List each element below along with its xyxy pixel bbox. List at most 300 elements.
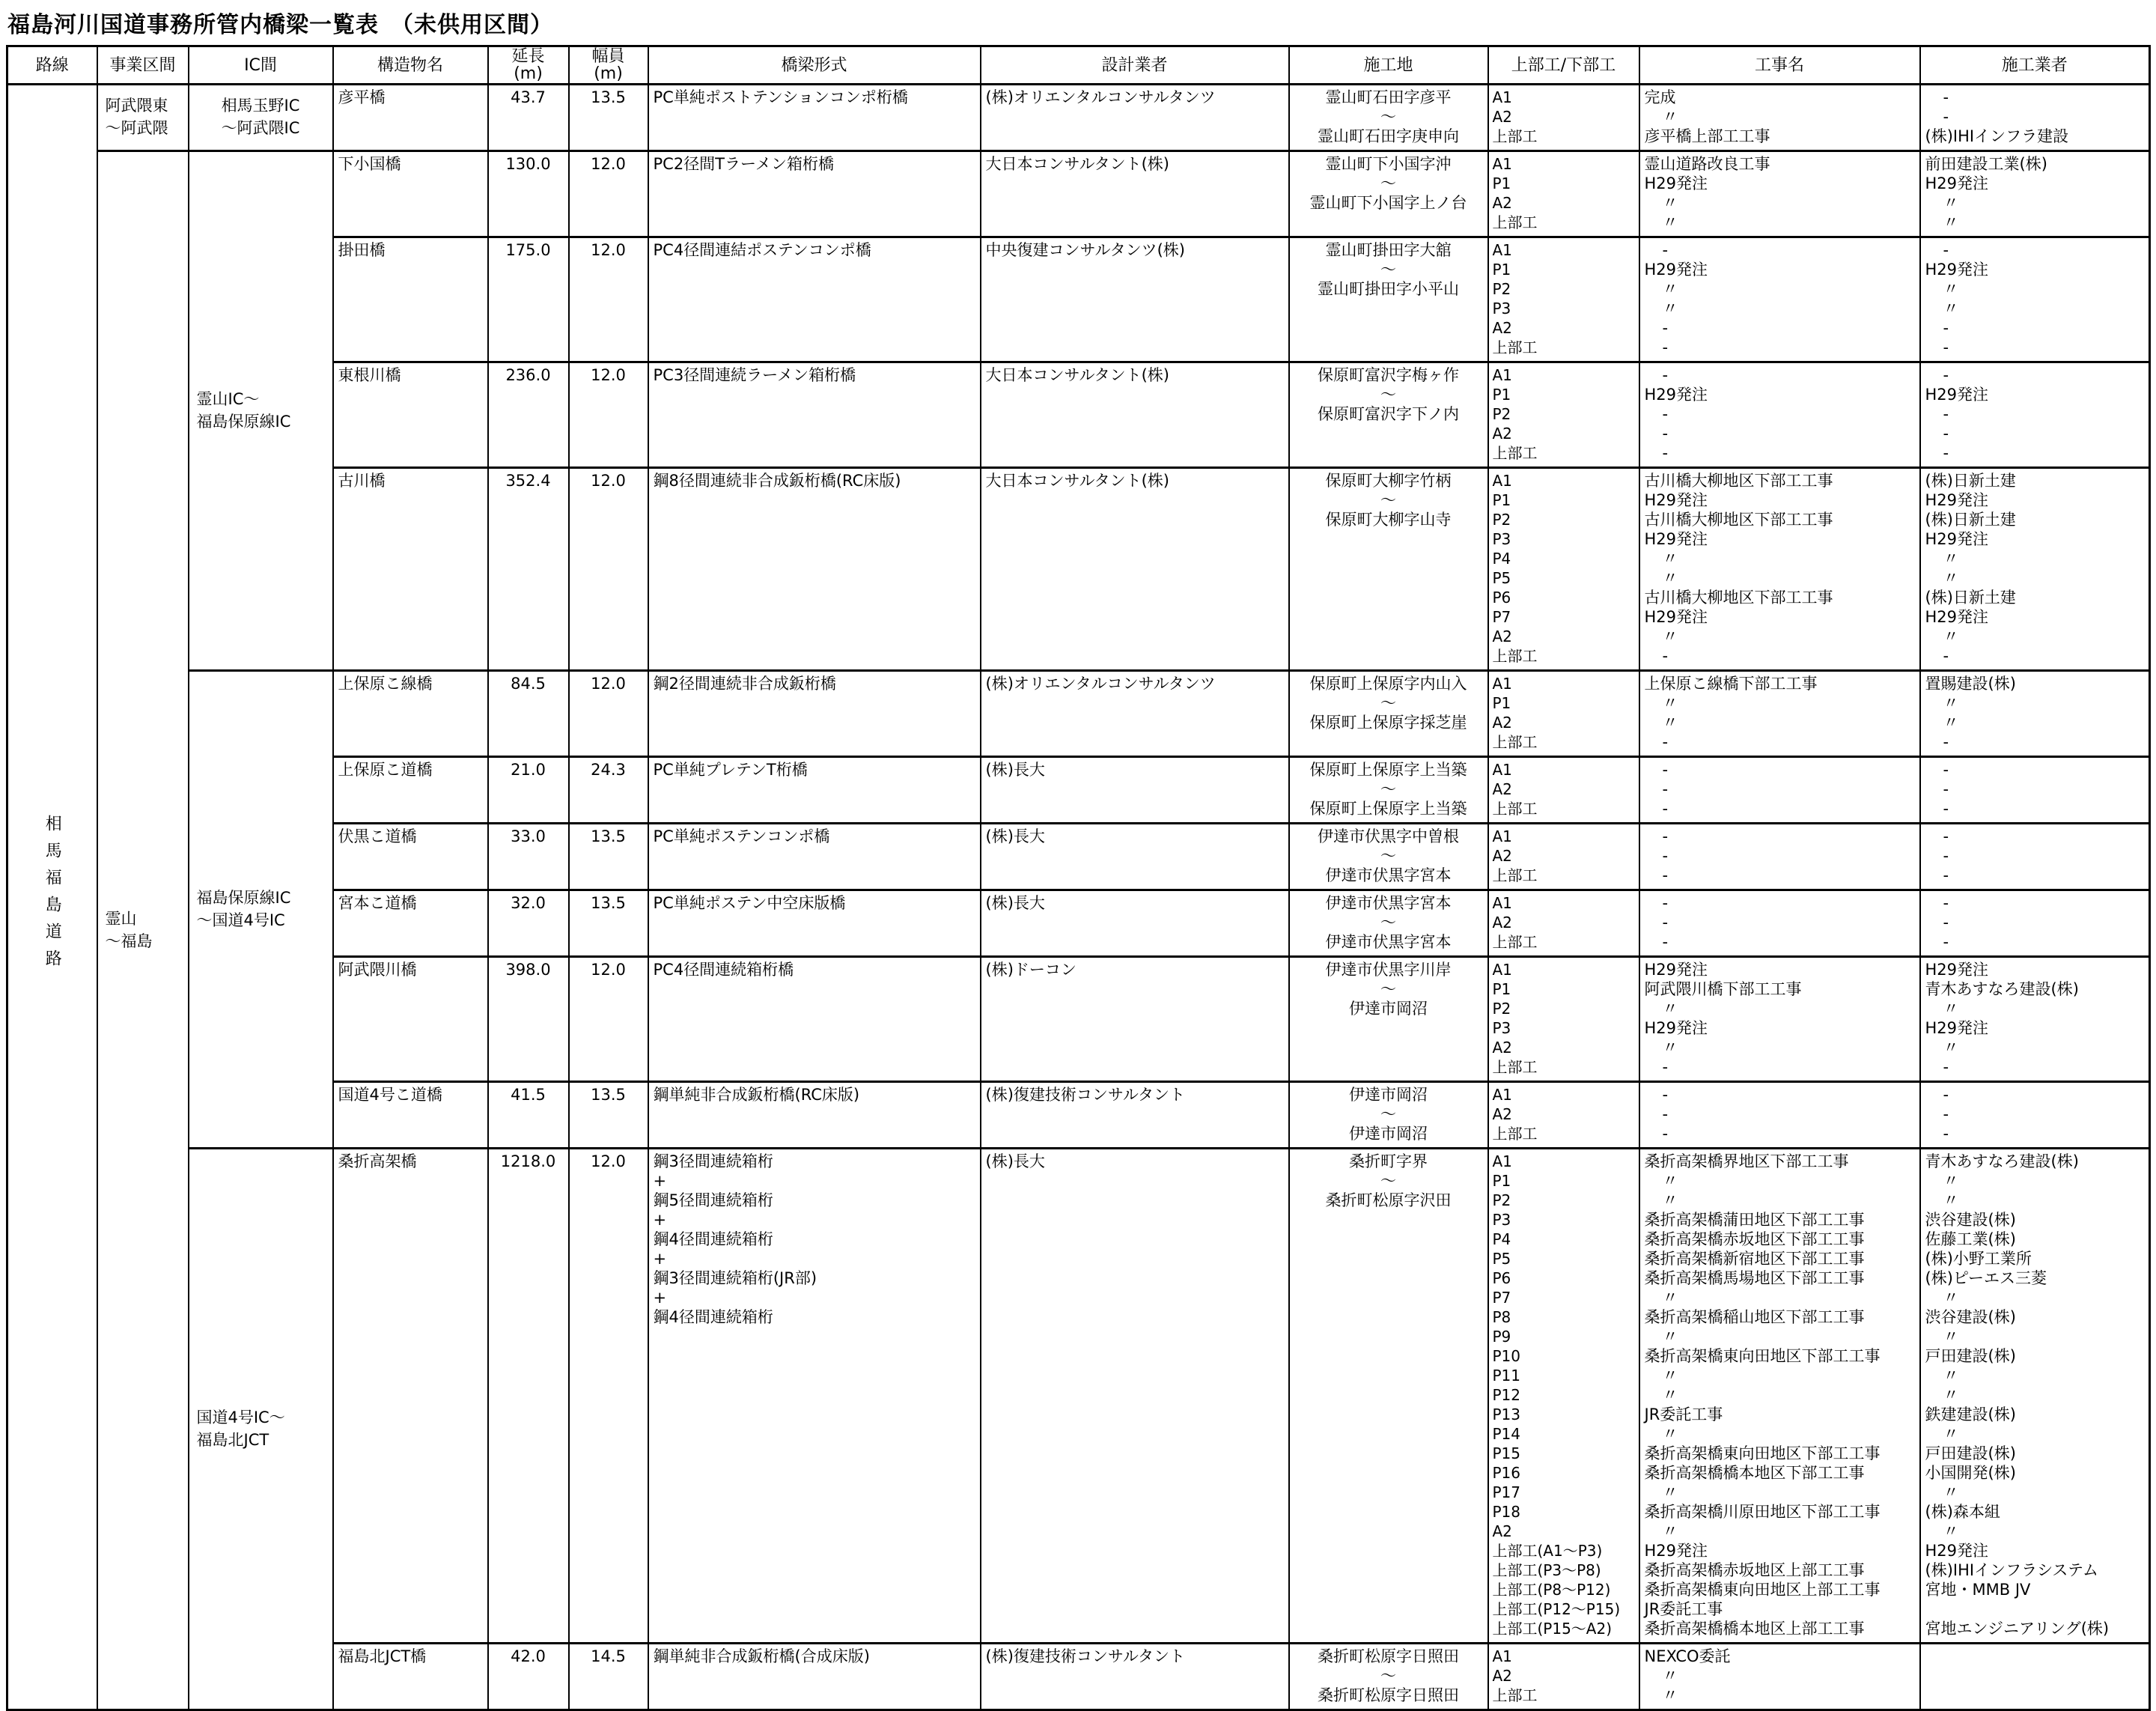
column-header-line: 設計業者	[1101, 55, 1168, 75]
location-line: 保原町大柳字竹柄	[1325, 472, 1452, 490]
bridge-list-table	[6, 45, 2151, 1711]
contractor-name: 戸田建設(株)	[1925, 1444, 2016, 1462]
work-name: 〃	[1662, 300, 1678, 317]
cell-bridge-type	[648, 151, 981, 237]
location-line: 霊山町掛田字小平山	[1318, 280, 1459, 298]
contractor-name: -	[1943, 894, 1949, 912]
work-name: 〃	[1662, 694, 1678, 712]
bridge-name: 桑折高架橋	[338, 1152, 417, 1170]
location-line: ～	[1380, 780, 1396, 798]
location-line: 保原町大柳字山寺	[1325, 511, 1452, 529]
location-line: 保原町上保原字内山入	[1309, 675, 1467, 693]
width-value: 12.0	[591, 241, 626, 259]
cell-bridge-name	[333, 468, 488, 671]
length-value: 1218.0	[500, 1152, 556, 1170]
work-name: -	[1662, 319, 1669, 337]
contractor-name: 〃	[1943, 194, 1959, 212]
location-line: 霊山町掛田字大舘	[1325, 241, 1452, 259]
ic-span-line: 国道4号IC～	[196, 1408, 285, 1426]
contractor-name: -	[1943, 366, 1949, 384]
bridge-name: 阿武隈川橋	[338, 961, 417, 979]
location-line: 保原町上保原字上当築	[1309, 761, 1467, 779]
length-value: 32.0	[511, 894, 546, 912]
work-name: 〃	[1662, 1000, 1678, 1018]
contractor-name: 〃	[1943, 1483, 1959, 1501]
header-row	[7, 46, 2150, 85]
section-line: ～阿武隈	[105, 119, 168, 137]
part-label: P4	[1492, 550, 1511, 568]
length-value: 41.5	[511, 1086, 546, 1104]
part-label: 上部工(P3～P8)	[1492, 1561, 1601, 1579]
part-label: A1	[1492, 1086, 1512, 1104]
location-line: 桑折町字界	[1349, 1152, 1428, 1170]
part-label: P2	[1492, 280, 1511, 298]
cell-length	[488, 1644, 569, 1710]
contractor-name: -	[1943, 1086, 1949, 1104]
column-header	[1920, 46, 2150, 85]
part-label: A2	[1492, 108, 1512, 126]
cell-length	[488, 1149, 569, 1644]
cell-designer	[981, 757, 1289, 824]
cell-width	[569, 362, 648, 468]
part-label: P3	[1492, 530, 1511, 548]
column-header	[333, 46, 488, 85]
column-header-line: 幅員	[591, 47, 625, 66]
contractor-name: 〃	[1943, 1386, 1959, 1404]
contractor-name: 〃	[1943, 550, 1959, 568]
part-label: A1	[1492, 761, 1512, 779]
cell-part-labels	[1488, 151, 1639, 237]
contractor-name: -	[1943, 866, 1949, 884]
work-name: 〃	[1662, 1425, 1678, 1443]
location-line: 伊達市岡沼	[1349, 1000, 1428, 1018]
work-name: JR委託工事	[1644, 1600, 1723, 1618]
cell-location	[1289, 957, 1488, 1082]
part-label: P5	[1492, 1250, 1511, 1268]
work-name: 阿武隈川橋下部工工事	[1644, 980, 1802, 998]
cell-width	[569, 757, 648, 824]
work-name: 霊山道路改良工事	[1644, 155, 1770, 173]
bridge-type-line: PC2径間Tラーメン箱桁橋	[653, 155, 834, 173]
work-name: H29発注	[1644, 608, 1708, 626]
location-line: 伊達市伏黒字川岸	[1325, 961, 1452, 979]
route-label: 相馬福島道路	[43, 814, 62, 976]
part-label: A2	[1492, 627, 1512, 645]
column-header-line: 延長	[511, 47, 545, 66]
contractor-name: -	[1943, 1105, 1949, 1123]
location-line: 伊達市伏黒字宮本	[1325, 866, 1452, 884]
cell-bridge-name	[333, 85, 488, 151]
work-name: 〃	[1662, 1522, 1678, 1540]
cell-work-names	[1639, 757, 1920, 824]
location-line: ～	[1380, 914, 1396, 932]
cell-location	[1289, 890, 1488, 957]
contractor-name: 鉄建建設(株)	[1925, 1405, 2016, 1423]
part-label: 上部工	[1492, 1686, 1538, 1704]
work-name: 古川橋大柳地区下部工工事	[1644, 589, 1833, 607]
contractor-name: -	[1943, 405, 1949, 423]
cell-bridge-name	[333, 362, 488, 468]
cell-designer	[981, 671, 1289, 757]
column-header	[648, 46, 981, 85]
cell-part-labels	[1488, 757, 1639, 824]
part-label: 上部工(P15～A2)	[1492, 1620, 1613, 1638]
work-name: -	[1662, 866, 1669, 884]
work-name: H29発注	[1644, 174, 1708, 192]
cell-width	[569, 824, 648, 890]
contractor-name: -	[1943, 319, 1949, 337]
cell-part-labels	[1488, 237, 1639, 362]
location-line: ～	[1380, 491, 1396, 509]
contractor-name: H29発注	[1925, 608, 1989, 626]
part-label: 上部工	[1492, 647, 1538, 665]
cell-bridge-type	[648, 468, 981, 671]
part-label: 上部工(P12～P15)	[1492, 1600, 1621, 1618]
work-name: H29発注	[1644, 1542, 1708, 1560]
cell-bridge-type	[648, 237, 981, 362]
part-label: A2	[1492, 1522, 1512, 1540]
cell-contractors	[1920, 890, 2150, 957]
part-label: 上部工	[1492, 933, 1538, 951]
part-label: P14	[1492, 1425, 1521, 1443]
cell-location	[1289, 362, 1488, 468]
designer-name: (株)長大	[985, 1152, 1045, 1170]
location-line: 桑折町松原字日照田	[1318, 1647, 1459, 1665]
cell-length	[488, 237, 569, 362]
cell-bridge-type	[648, 1149, 981, 1644]
work-name: 桑折高架橋界地区下部工工事	[1644, 1152, 1849, 1170]
bridge-type-line: +	[653, 1289, 667, 1307]
cell-length	[488, 362, 569, 468]
bridge-type-line: PC単純ポストテンションコンポ桁橋	[653, 88, 908, 106]
cell-contractors	[1920, 468, 2150, 671]
cell-width	[569, 468, 648, 671]
bridge-type-line: PC単純ポステン中空床版橋	[653, 894, 846, 912]
part-label: P3	[1492, 1019, 1511, 1037]
work-name: H29発注	[1644, 1019, 1708, 1037]
designer-name: (株)長大	[985, 761, 1045, 779]
contractor-name: 前田建設工業(株)	[1925, 155, 2047, 173]
cell-bridge-name	[333, 890, 488, 957]
contractor-name: 〃	[1943, 1039, 1959, 1057]
bridge-name: 東根川橋	[338, 366, 401, 384]
part-label: P12	[1492, 1386, 1521, 1404]
work-name: 古川橋大柳地区下部工工事	[1644, 472, 1833, 490]
part-label: P1	[1492, 491, 1511, 509]
part-label: P6	[1492, 589, 1511, 607]
contractor-name: (株)小野工業所	[1925, 1250, 2032, 1268]
column-header-line: 路線	[35, 55, 69, 75]
bridge-type-line: +	[653, 1250, 667, 1268]
width-value: 13.5	[591, 88, 626, 106]
location-line: 伊達市伏黒字宮本	[1325, 894, 1452, 912]
cell-contractors	[1920, 671, 2150, 757]
bridge-type-line: 鋼3径間連続箱桁	[653, 1152, 773, 1170]
part-label: P6	[1492, 1269, 1511, 1287]
location-line: ～	[1380, 174, 1396, 192]
work-name: 桑折高架橋稲山地区下部工工事	[1644, 1308, 1865, 1326]
cell-bridge-name	[333, 957, 488, 1082]
cell-width	[569, 671, 648, 757]
cell-part-labels	[1488, 468, 1639, 671]
column-header	[1639, 46, 1920, 85]
ic-span-cell	[189, 85, 333, 151]
contractor-name: H29発注	[1925, 1019, 1989, 1037]
cell-bridge-type	[648, 757, 981, 824]
designer-name: (株)長大	[985, 894, 1045, 912]
work-name: 古川橋大柳地区下部工工事	[1644, 511, 1833, 529]
contractor-name: (株)森本組	[1925, 1503, 2000, 1521]
work-name: 〃	[1662, 627, 1678, 645]
part-label: P3	[1492, 300, 1511, 317]
work-name: -	[1662, 1125, 1669, 1143]
ic-span-line: 霊山IC～	[196, 389, 260, 408]
work-name: -	[1662, 1086, 1669, 1104]
contractor-name: 置賜建設(株)	[1925, 675, 2016, 693]
cell-length	[488, 890, 569, 957]
designer-name: (株)ドーコン	[985, 961, 1077, 979]
work-name: JR委託工事	[1644, 1405, 1723, 1423]
part-label: A2	[1492, 1039, 1512, 1057]
table-row	[7, 151, 2150, 237]
contractor-name: (株)IHIインフラ建設	[1925, 127, 2069, 145]
part-label: P3	[1492, 1211, 1511, 1229]
length-value: 21.0	[511, 761, 546, 779]
cell-bridge-name	[333, 237, 488, 362]
work-name: -	[1662, 847, 1669, 865]
designer-name: 大日本コンサルタント(株)	[985, 155, 1169, 173]
column-header	[981, 46, 1289, 85]
cell-bridge-type	[648, 85, 981, 151]
designer-name: (株)長大	[985, 827, 1045, 845]
cell-width	[569, 1149, 648, 1644]
part-label: A2	[1492, 1667, 1512, 1685]
contractor-name: -	[1943, 647, 1949, 665]
contractor-name: 〃	[1943, 280, 1959, 298]
work-name: 桑折高架橋東向田地区下部工工事	[1644, 1444, 1881, 1462]
work-name: 桑折高架橋蒲田地区下部工工事	[1644, 1211, 1865, 1229]
location-line: 保原町富沢字梅ヶ作	[1318, 366, 1459, 384]
location-line: 霊山町石田字彦平	[1325, 88, 1452, 106]
designer-name: (株)復建技術コンサルタント	[985, 1647, 1185, 1665]
work-name: -	[1662, 241, 1669, 259]
cell-part-labels	[1488, 85, 1639, 151]
column-header-line: IC間	[244, 55, 277, 75]
cell-part-labels	[1488, 1644, 1639, 1710]
section-line: ～福島	[105, 932, 153, 950]
part-label: A2	[1492, 780, 1512, 798]
part-label: A2	[1492, 194, 1512, 212]
part-label: P1	[1492, 261, 1511, 279]
cell-location	[1289, 671, 1488, 757]
length-value: 84.5	[511, 675, 546, 693]
bridge-type-line: PC単純プレテンT桁橋	[653, 761, 808, 779]
cell-bridge-type	[648, 957, 981, 1082]
work-name: -	[1662, 761, 1669, 779]
contractor-name: 宮地・MMB JV	[1925, 1581, 2031, 1599]
contractor-name: 〃	[1943, 714, 1959, 732]
contractor-name	[1925, 1686, 2145, 1705]
cell-bridge-name	[333, 757, 488, 824]
cell-contractors	[1920, 1644, 2150, 1710]
cell-bridge-type	[648, 1082, 981, 1149]
location-line: 伊達市伏黒字宮本	[1325, 933, 1452, 951]
column-header	[488, 46, 569, 85]
work-name: 〃	[1662, 213, 1678, 231]
work-name: NEXCO委託	[1644, 1647, 1731, 1665]
work-name: -	[1662, 366, 1669, 384]
part-label: 上部工	[1492, 866, 1538, 884]
part-label: P18	[1492, 1503, 1521, 1521]
part-label: 上部工	[1492, 213, 1538, 231]
cell-work-names	[1639, 824, 1920, 890]
work-name: 〃	[1662, 1328, 1678, 1346]
part-label: P4	[1492, 1230, 1511, 1248]
bridge-name: 上保原こ道橋	[338, 761, 433, 779]
designer-name: 大日本コンサルタント(株)	[985, 472, 1169, 490]
work-name: 〃	[1662, 1483, 1678, 1501]
work-name: 〃	[1662, 1039, 1678, 1057]
work-name: -	[1662, 780, 1669, 798]
bridge-type-line: PC4径間連続箱桁橋	[653, 961, 794, 979]
cell-contractors	[1920, 85, 2150, 151]
contractor-name	[1925, 1666, 2145, 1686]
column-header-line: 事業区間	[109, 55, 176, 75]
bridge-name: 国道4号こ道橋	[338, 1086, 442, 1104]
part-label: 上部工(A1～P3)	[1492, 1542, 1603, 1560]
cell-location	[1289, 237, 1488, 362]
column-header-line: (m)	[514, 64, 543, 83]
column-header-line: (m)	[594, 64, 623, 83]
cell-location	[1289, 1149, 1488, 1644]
cell-location	[1289, 1644, 1488, 1710]
cell-work-names	[1639, 468, 1920, 671]
work-name: 〃	[1662, 1289, 1678, 1307]
location-line: ～	[1380, 108, 1396, 126]
bridge-name: 掛田橋	[338, 241, 386, 259]
contractor-name: 〃	[1943, 1172, 1959, 1190]
part-label: A2	[1492, 319, 1512, 337]
part-label: P2	[1492, 405, 1511, 423]
part-label: A1	[1492, 1152, 1512, 1170]
cell-length	[488, 85, 569, 151]
cell-part-labels	[1488, 671, 1639, 757]
work-name: 桑折高架橋橋本地区下部工工事	[1644, 1464, 1865, 1482]
work-name: 完成	[1644, 88, 1676, 106]
column-header-line: 橋梁形式	[781, 55, 847, 75]
contractor-name: 〃	[1943, 300, 1959, 317]
part-label: A1	[1492, 155, 1512, 173]
designer-name: (株)オリエンタルコンサルタンツ	[985, 88, 1216, 106]
location-line: 霊山町石田字庚申向	[1318, 127, 1459, 145]
cell-part-labels	[1488, 957, 1639, 1082]
ic-span-line: 福島北JCT	[196, 1430, 270, 1449]
part-label: A1	[1492, 894, 1512, 912]
cell-work-names	[1639, 362, 1920, 468]
length-value: 33.0	[511, 827, 546, 845]
location-line: ～	[1380, 980, 1396, 998]
part-label: P17	[1492, 1483, 1521, 1501]
width-value: 13.5	[591, 827, 626, 845]
location-line: 伊達市伏黒字中曽根	[1318, 827, 1459, 845]
part-label: P9	[1492, 1328, 1511, 1346]
work-name: 彦平橋上部工工事	[1644, 127, 1770, 145]
work-name: 〃	[1662, 550, 1678, 568]
part-label: P1	[1492, 980, 1511, 998]
ic-span-cell	[189, 151, 333, 671]
cell-location	[1289, 824, 1488, 890]
bridge-type-line: +	[653, 1172, 667, 1190]
cell-contractors	[1920, 757, 2150, 824]
cell-bridge-type	[648, 1644, 981, 1710]
location-line: ～	[1380, 694, 1396, 712]
cell-designer	[981, 1644, 1289, 1710]
cell-bridge-name	[333, 1644, 488, 1710]
cell-length	[488, 957, 569, 1082]
part-label: A2	[1492, 847, 1512, 865]
length-value: 43.7	[511, 88, 546, 106]
cell-bridge-name	[333, 824, 488, 890]
section-cell	[97, 85, 189, 151]
cell-work-names	[1639, 1644, 1920, 1710]
part-label: 上部工	[1492, 338, 1538, 356]
ic-span-line: ～国道4号IC	[196, 911, 285, 929]
contractor-name: 戸田建設(株)	[1925, 1347, 2016, 1365]
cell-bridge-name	[333, 671, 488, 757]
contractor-name: 〃	[1943, 1425, 1959, 1443]
cell-designer	[981, 468, 1289, 671]
cell-work-names	[1639, 1149, 1920, 1644]
bridge-name: 彦平橋	[338, 88, 386, 106]
part-label: A1	[1492, 88, 1512, 106]
location-line: ～	[1380, 1172, 1396, 1190]
work-name: -	[1662, 338, 1669, 356]
page-title: 福島河川国道事務所管内橋梁一覧表 （未供用区間）	[7, 12, 553, 38]
cell-bridge-type	[648, 362, 981, 468]
contractor-name: H29発注	[1925, 961, 1989, 979]
cell-width	[569, 85, 648, 151]
contractor-name: 〃	[1943, 213, 1959, 231]
contractor-name: -	[1943, 780, 1949, 798]
location-line: 保原町富沢字下ノ内	[1318, 405, 1459, 423]
contractor-name: 〃	[1943, 627, 1959, 645]
cell-part-labels	[1488, 362, 1639, 468]
bridge-type-line: 鋼3径間連続箱桁(JR部)	[653, 1269, 817, 1287]
cell-part-labels	[1488, 824, 1639, 890]
cell-work-names	[1639, 237, 1920, 362]
contractor-name: (株)IHIインフラシステム	[1925, 1561, 2098, 1579]
work-name: -	[1662, 800, 1669, 818]
width-value: 13.5	[591, 894, 626, 912]
contractor-name: -	[1943, 1125, 1949, 1143]
cell-length	[488, 757, 569, 824]
cell-designer	[981, 890, 1289, 957]
work-name: H29発注	[1644, 491, 1708, 509]
cell-work-names	[1639, 85, 1920, 151]
bridge-name: 古川橋	[338, 472, 386, 490]
work-name: 〃	[1662, 1367, 1678, 1385]
cell-designer	[981, 957, 1289, 1082]
location-line: 伊達市岡沼	[1349, 1086, 1428, 1104]
work-name: 〃	[1662, 1191, 1678, 1209]
bridge-name: 宮本こ道橋	[338, 894, 417, 912]
part-label: P5	[1492, 569, 1511, 587]
cell-work-names	[1639, 957, 1920, 1082]
cell-contractors	[1920, 1082, 2150, 1149]
cell-length	[488, 468, 569, 671]
part-label: P15	[1492, 1444, 1521, 1462]
designer-name: (株)オリエンタルコンサルタンツ	[985, 675, 1216, 693]
